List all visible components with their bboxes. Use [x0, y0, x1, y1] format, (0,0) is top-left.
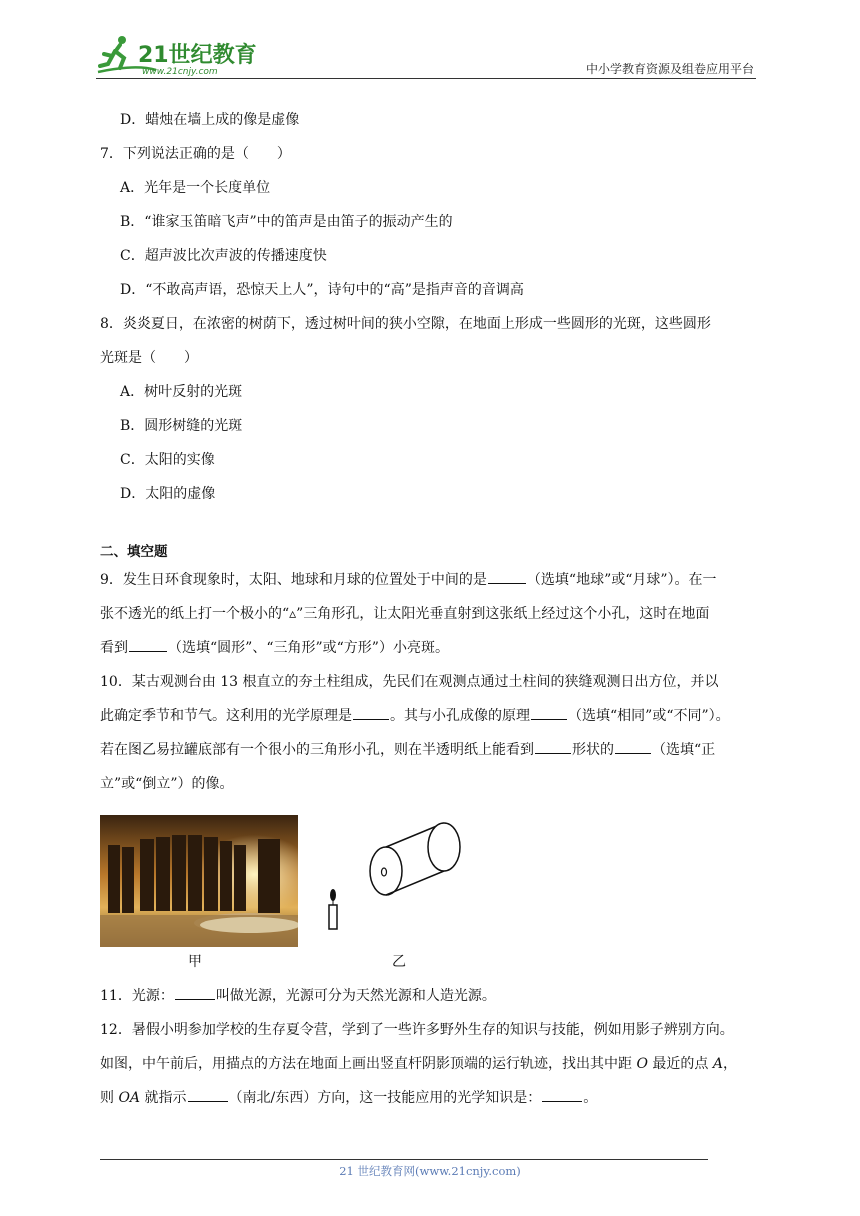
q9-text: 9．发生日环食现象时，太阳、地球和月球的位置处于中间的是 [100, 572, 487, 588]
q9-text: （选填“圆形”、“三角形”或“方形”）小亮斑。 [168, 640, 449, 656]
figure-group [100, 809, 762, 979]
q8-option-b: B．圆形树缝的光斑 [120, 418, 243, 434]
q12-line2 [100, 1047, 762, 1081]
footer-divider [100, 1159, 708, 1160]
q12-text: 则 [100, 1090, 114, 1106]
q12-text: 如图，中午前后，用描点的方法在地面上画出竖直杆阴影顶端的运行轨迹，找出其中距 [100, 1056, 632, 1072]
q8-option-d: D．太阳的虚像 [120, 486, 216, 502]
q9-blank-2[interactable] [129, 635, 167, 652]
q11-line [100, 979, 762, 1013]
q10-blank-2[interactable] [531, 703, 567, 720]
candle-icon [325, 889, 341, 931]
q11-blank[interactable] [175, 983, 215, 1000]
q8-option-a: A．树叶反射的光斑 [120, 384, 243, 400]
q12-line3 [100, 1081, 762, 1115]
q8-stem-line1: 8．炎炎夏日，在浓密的树荫下，透过树叶间的狭小空隙，在地面上形成一些圆形的光斑，这些圆形 [100, 316, 711, 332]
q7-stem: 7．下列说法正确的是（ ） [100, 146, 291, 162]
footer-text: 21 世纪教育网(www.21cnjy.com) [339, 1164, 521, 1178]
q10-blank-1[interactable] [353, 703, 389, 720]
q10-text: （选填“正 [652, 742, 716, 758]
q12-text: 最近的点 [652, 1056, 709, 1072]
q10-line3 [100, 733, 762, 767]
point-o-label: O [636, 1056, 648, 1072]
caption-yi: 乙 [392, 954, 406, 970]
can-diagram [366, 821, 466, 901]
segment-oa-label: OA [118, 1090, 141, 1106]
q10-text: 。其与小孔成像的原理 [390, 708, 530, 724]
observatory-photo [100, 815, 298, 947]
header-platform-text: 中小学教育资源及组卷应用平台 [585, 62, 754, 76]
q9-text: 看到 [100, 640, 128, 656]
q10-line4: 立”或“倒立”）的像。 [100, 776, 234, 792]
q9-blank-1[interactable] [488, 567, 526, 584]
q7-option-c: C．超声波比次声波的传播速度快 [120, 248, 327, 264]
q10-line2 [100, 699, 762, 733]
section-fill-in-blank: 二、填空题 [100, 544, 168, 560]
q11-text: 11．光源： [100, 988, 174, 1004]
q10-text: （选填“相同”或“不同”）。 [568, 708, 730, 724]
q12-blank-2[interactable] [542, 1085, 582, 1102]
q7-option-a: A．光年是一个长度单位 [120, 180, 271, 196]
logo-url: www.21cnjy.com [142, 67, 218, 77]
q7-option-d: D．“不敢高声语，恐惊天上人”，诗句中的“高”是指声音的音调高 [120, 282, 524, 298]
q9-line3 [100, 631, 762, 665]
q9-line2: 张不透光的纸上打一个极小的“▵”三角形孔，让太阳光垂直射到这张纸上经过这个小孔，这时在地面 [100, 606, 710, 622]
q10-text: 形状的 [572, 742, 614, 758]
q12-text: 就指示 [144, 1090, 187, 1106]
q12-text: 。 [583, 1090, 598, 1106]
q8-stem-line2: 光斑是（ ） [100, 350, 198, 366]
q9-line1 [100, 563, 762, 597]
q7-option-b: B．“谁家玉笛暗飞声”中的笛声是由笛子的振动产生的 [120, 214, 453, 230]
exam-content [100, 103, 762, 1115]
q12-text: （南北/东西）方向，这一技能应用的光学知识是： [228, 1090, 542, 1106]
q6-option-d: D．蜡烛在墙上成的像是虚像 [120, 112, 300, 128]
logo-text: 21世纪教育 [138, 43, 257, 68]
q10-blank-3[interactable] [535, 737, 571, 754]
q12-text: ， [722, 1056, 737, 1072]
header-divider [96, 78, 756, 79]
q10-text: 此确定季节和节气。这利用的光学原理是 [100, 708, 352, 724]
q10-blank-4[interactable] [615, 737, 651, 754]
q10-text: 若在图乙易拉罐底部有一个很小的三角形小孔，则在半透明纸上能看到 [100, 742, 534, 758]
q9-text: （选填“地球”或“月球”）。在一 [526, 572, 717, 588]
caption-jia: 甲 [188, 954, 202, 970]
q8-option-c: C．太阳的实像 [120, 452, 215, 468]
q12-blank-1[interactable] [188, 1085, 228, 1102]
q11-text: 叫做光源，光源可分为天然光源和人造光源。 [215, 988, 496, 1004]
point-a-label: A [712, 1056, 723, 1072]
site-logo [96, 34, 266, 78]
q12-line1: 12．暑假小明参加学校的生存夏令营，学到了一些许多野外生存的知识与技能，例如用影子辨别方向。 [100, 1022, 734, 1038]
q10-line1: 10．某古观测台由 13 根直立的夯土柱组成，先民们在观测点通过土柱间的狭缝观测日出方位，并以 [100, 674, 719, 690]
